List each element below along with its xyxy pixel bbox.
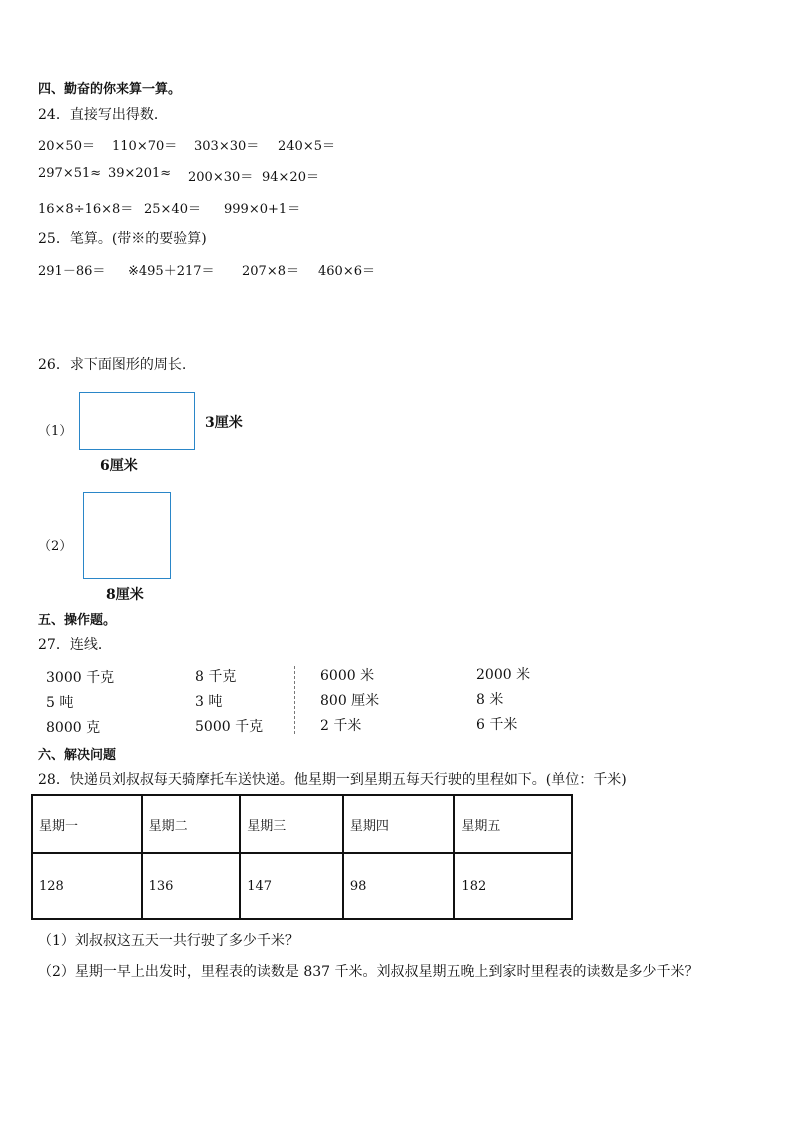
table-header-cell: 星期三 — [240, 795, 343, 853]
rectangle-height-label: 3厘米 — [205, 415, 243, 431]
calc-item: ※495＋217＝ — [128, 264, 215, 279]
calc-item: 303×30＝ — [194, 139, 260, 154]
match-item-left: 5 吨 — [46, 695, 74, 711]
section-4-title: 四、勤奋的你来算一算。 — [38, 82, 182, 97]
square-figure — [83, 492, 171, 579]
figure-2-number: （2） — [38, 539, 73, 554]
question-28-label: 28．快递员刘叔叔每天骑摩托车送快递。他星期一到星期五每天行驶的里程如下。(单位：千米) — [38, 772, 627, 788]
rectangle-figure — [79, 392, 195, 450]
calc-item: 999×0+1＝ — [224, 202, 301, 217]
match-item-left: 2 千米 — [320, 718, 362, 734]
section-5-title: 五、操作题。 — [38, 613, 117, 628]
sub-question-1: （1）刘叔叔这五天一共行驶了多少千米？ — [38, 933, 299, 949]
rectangle-width-label: 6厘米 — [100, 458, 138, 474]
table-row — [32, 853, 572, 919]
calc-item: 94×20＝ — [262, 170, 319, 185]
match-item-left: 3000 千克 — [46, 670, 115, 686]
mileage-table — [31, 794, 573, 920]
divider-dashed — [294, 666, 295, 734]
calc-item: 25×40＝ — [144, 202, 201, 217]
table-cell: 136 — [142, 853, 241, 919]
match-item-right: 5000 千克 — [195, 719, 264, 735]
calc-item: 16×8÷16×8＝ — [38, 202, 134, 217]
table-header-row — [32, 795, 572, 853]
question-27-label: 27．连线． — [38, 637, 112, 653]
match-item-left: 8000 克 — [46, 720, 101, 736]
calc-item: 240×5＝ — [278, 139, 335, 154]
question-25-label: 25．笔算。(带※的要验算) — [38, 231, 207, 247]
square-side-label: 8厘米 — [106, 587, 144, 603]
match-item-right: 8 千克 — [195, 669, 237, 685]
question-24-label: 24．直接写出得数． — [38, 107, 168, 123]
table-cell: 147 — [240, 853, 343, 919]
match-item-left: 6000 米 — [320, 668, 375, 684]
table-header-cell: 星期二 — [142, 795, 241, 853]
calc-item: 207×8＝ — [242, 264, 299, 279]
match-item-right: 2000 米 — [476, 667, 531, 683]
question-26-label: 26．求下面图形的周长. — [38, 357, 187, 373]
calc-item: 297×51≈ — [38, 166, 102, 181]
table-header-cell: 星期一 — [32, 795, 142, 853]
calc-item: 291－86＝ — [38, 264, 106, 279]
sub-question-2: （2）星期一早上出发时，里程表的读数是 837 千米。刘叔叔星期五晚上到家时里程表的读数是多少千米？ — [38, 964, 699, 980]
calc-item: 39×201≈ — [108, 166, 172, 181]
section-6-title: 六、解决问题 — [38, 748, 117, 763]
calc-item: 460×6＝ — [318, 264, 375, 279]
table-header-cell: 星期四 — [343, 795, 455, 853]
table-cell: 128 — [32, 853, 142, 919]
table-header-cell: 星期五 — [454, 795, 572, 853]
calc-item: 20×50＝ — [38, 139, 95, 154]
match-item-right: 3 吨 — [195, 694, 223, 710]
table-cell: 98 — [343, 853, 455, 919]
match-item-left: 800 厘米 — [320, 693, 380, 709]
figure-1-number: （1） — [38, 424, 73, 439]
match-item-right: 8 米 — [476, 692, 504, 708]
calc-item: 200×30＝ — [188, 170, 254, 185]
calc-item: 110×70＝ — [112, 139, 178, 154]
match-item-right: 6 千米 — [476, 717, 518, 733]
table-cell: 182 — [454, 853, 572, 919]
